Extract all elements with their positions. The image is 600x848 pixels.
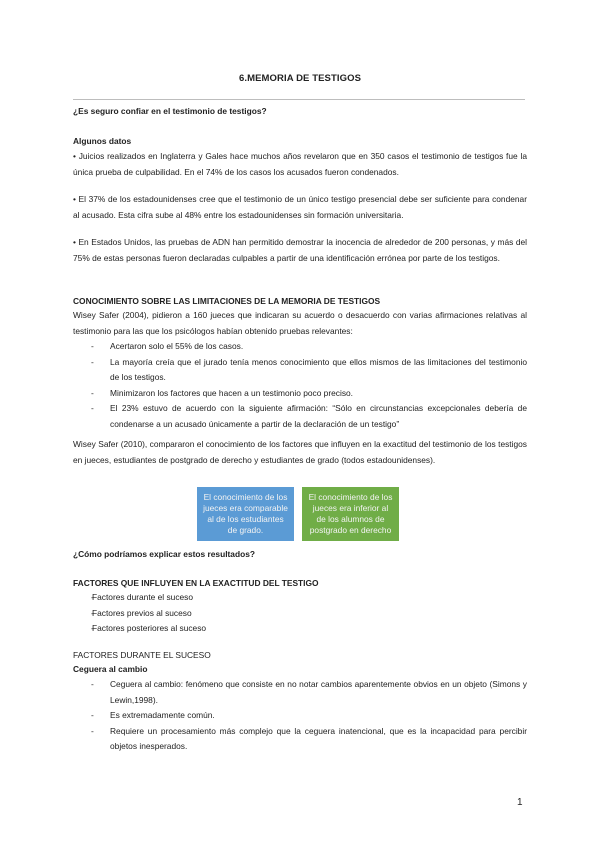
- list-ceguera: [73, 677, 527, 755]
- list-item: - Es extremadamente común.: [73, 708, 527, 724]
- list-item: - Factores durante el suceso: [73, 590, 527, 606]
- list-item: - Minimizaron los factores que hacen a un testimonio poco preciso.: [73, 386, 527, 402]
- page-number: 1: [517, 797, 523, 808]
- section-heading-conocimiento: CONOCIMIENTO SOBRE LAS LIMITACIONES DE LA MEMORIA DE TESTIGOS: [73, 296, 381, 306]
- question-heading: ¿Es seguro confiar en el testimonio de testigos?: [73, 106, 267, 116]
- section-heading-factores: FACTORES QUE INFLUYEN EN LA EXACTITUD DEL TESTIGO: [73, 578, 319, 588]
- list-item: - Ceguera al cambio: fenómeno que consiste en no notar cambios aparentemente obvios en un objeto (Simons y Lewin,1998).: [73, 677, 527, 708]
- page-title: 6.MEMORIA DE TESTIGOS: [238, 73, 362, 84]
- list-item: - La mayoría creía que el jurado tenía menos conocimiento que ellos mismos de las limitaciones del testimonio de los testigos.: [73, 355, 527, 386]
- question-heading-2: ¿Cómo podríamos explicar estos resultados?: [73, 549, 255, 559]
- list-item: - Factores posteriores al suceso: [73, 621, 527, 637]
- list-item: - Factores previos al suceso: [73, 606, 527, 622]
- list-item: - Requiere un procesamiento más complejo que la ceguera inatencional, que es la incapacidad para percibir objetos inesperados.: [73, 724, 527, 755]
- summary-box-green: El conocimiento de los jueces era inferior al de los alumnos de postgrado en derecho: [302, 487, 399, 541]
- paragraph-dato-3: • En Estados Unidos, las pruebas de ADN han permitido demostrar la inocencia de alrededor de 200 personas, y más del 75% de estas personas fueron declaradas culpables a partir de una identificación errónea por parte de los testigos.: [73, 237, 527, 263]
- list-factores: [73, 590, 527, 637]
- title-divider: [73, 99, 525, 100]
- list-item: - El 23% estuvo de acuerdo con la siguiente afirmación: “Sólo en circunstancias excepcionales debería de condenarse a un acusado únicamente a partir de la declaración de un testigo”: [73, 401, 527, 432]
- list-conocimiento: [73, 339, 527, 432]
- paragraph-wisey-2010: Wisey Safer (2010), compararon el conocimiento de los factores que influyen en la exactitud del testimonio de los testigos en jueces, estudiantes de postgrado de derecho y estudiantes de grado (todos estadounidenses).: [73, 439, 527, 465]
- paragraph-wisey-2004: Wisey Safer (2004), pidieron a 160 jueces que indicaran su acuerdo o desacuerdo con varias afirmaciones relativas al testimonio para las que los psicólogos habían obtenido pruebas relevantes:: [73, 310, 527, 336]
- section-heading-durante: FACTORES DURANTE EL SUCESO: [73, 650, 211, 660]
- summary-box-blue: El conocimiento de los jueces era comparable al de los estudiantes de grado.: [197, 487, 294, 541]
- paragraph-dato-2: • El 37% de los estadounidenses cree que el testimonio de un único testigo presencial debe ser suficiente para condenar al acusado. Esta cifra sube al 48% entre los estadounidenses sin formación universitaria.: [73, 194, 527, 220]
- subheading-ceguera: Ceguera al cambio: [73, 664, 148, 674]
- paragraph-dato-1: • Juicios realizados en Inglaterra y Gales hace muchos años revelaron que en 350 casos el testimonio de testigos fue la única prueba de culpabilidad. En el 74% de los casos los acusados fueron condenados.: [73, 151, 527, 177]
- section-heading-algunos-datos: Algunos datos: [73, 136, 132, 146]
- list-item: - Acertaron solo el 55% de los casos.: [73, 339, 527, 355]
